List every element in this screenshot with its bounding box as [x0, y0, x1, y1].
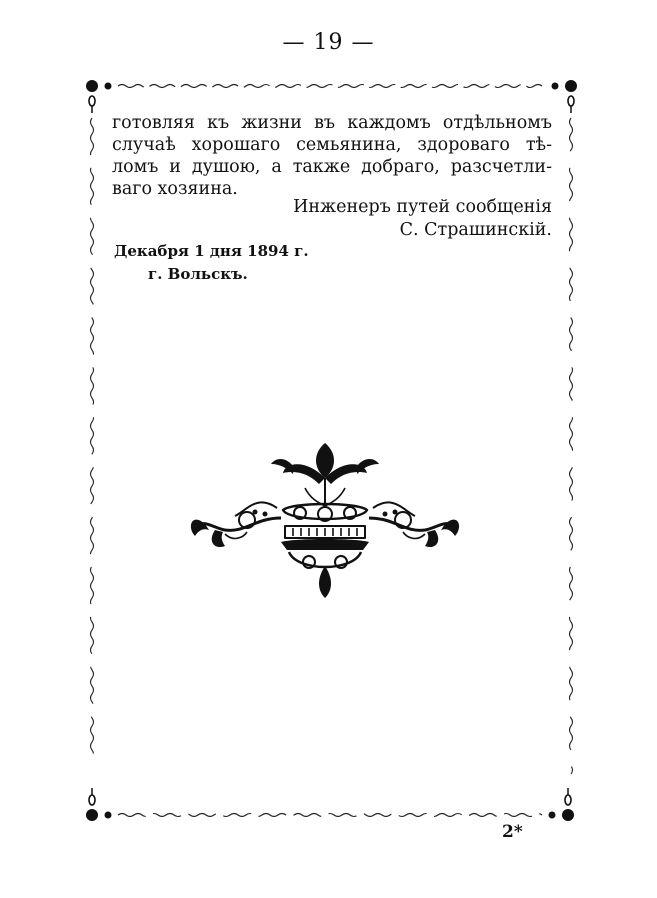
text-line: готовляя къ жизни въ каждомъ отдѣльномъ: [112, 113, 552, 133]
border-top: [118, 85, 542, 88]
place-line: г. Вольскъ.: [148, 265, 248, 283]
border-bottom: [118, 814, 542, 817]
text-line: случаѣ хорошаго семьянина, здороваго тѣ-: [112, 135, 552, 155]
signature-block: [293, 196, 552, 242]
text-line: ломъ и душою, а также добраго, разсчетли-: [112, 157, 552, 177]
border-right: [570, 118, 573, 774]
page-number: — 19 —: [282, 30, 375, 55]
vignette-ornament: [185, 438, 465, 603]
border-left: [91, 118, 94, 766]
body-text: [112, 112, 552, 200]
signature-title: Инженеръ путей сообщенія: [293, 197, 552, 217]
corner-ornament-top-right: [552, 80, 578, 113]
corner-ornament-bottom-right: [549, 788, 575, 821]
corner-ornament-bottom-left: [86, 788, 112, 821]
date-line: Декабря 1 дня 1894 г.: [114, 242, 309, 260]
text-line: ваго хозяина.: [112, 179, 238, 199]
signature-name: С. Страшинскій.: [399, 220, 552, 240]
signature-mark: 2*: [502, 822, 523, 842]
date-place-block: [114, 240, 309, 286]
corner-ornament-top-left: [86, 80, 112, 113]
